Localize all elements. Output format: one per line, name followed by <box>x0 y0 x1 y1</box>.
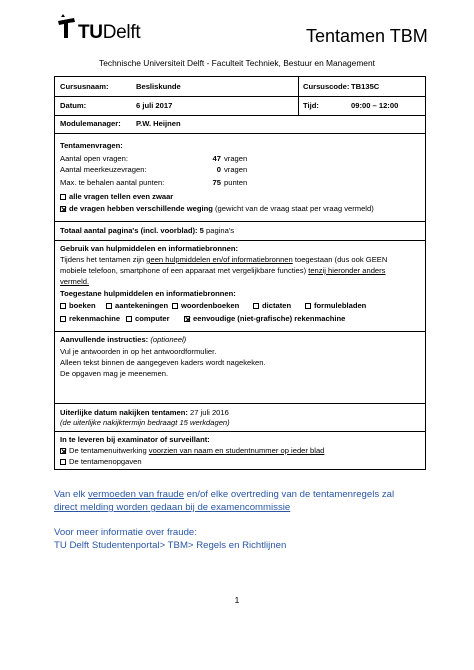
aid-option-books[interactable]: boeken <box>60 301 96 311</box>
instructions-heading: Aanvullende instructies: (optioneel) <box>60 335 187 344</box>
allowed-aids-heading: Toegestane hulpmiddelen en informatiebronnen: <box>60 289 236 298</box>
checkbox-unchecked-icon[interactable] <box>60 194 66 200</box>
fraud-notice-line1: Van elk vermoeden van fraude en/of elke overtreding van de tentamenregels zal <box>54 489 395 500</box>
equal-weight-option[interactable]: alle vragen tellen even zwaar <box>60 192 173 202</box>
page-number: 1 <box>234 595 240 605</box>
checkbox-checked-icon[interactable] <box>184 316 190 322</box>
time-value: 09:00 – 12:00 <box>351 101 399 110</box>
fraud-info-path: TU Delft Studentenportal> TBM> Regels en Richtlijnen <box>54 540 287 551</box>
checkbox-unchecked-icon[interactable] <box>106 303 112 309</box>
aid-option-readers[interactable]: dictaten <box>253 301 291 311</box>
submit-item-answers[interactable]: De tentamenuitwerking voorzien van naam en studentnummer op ieder blad <box>60 446 324 456</box>
submit-heading: In te leveren bij examinator of surveillant: <box>60 435 210 444</box>
mc-questions-value: 0 <box>216 165 221 174</box>
max-points-label: Max. te behalen aantal punten: <box>60 178 165 187</box>
aid-option-calculator[interactable]: rekenmachine <box>60 314 120 324</box>
max-points-unit: punten <box>224 178 248 187</box>
checkbox-unchecked-icon[interactable] <box>253 303 259 309</box>
mc-questions-unit: vragen <box>224 165 248 174</box>
date-value: 6 juli 2017 <box>136 101 173 110</box>
questions-heading: Tentamenvragen: <box>60 141 123 150</box>
checkbox-unchecked-icon[interactable] <box>172 303 178 309</box>
course-code-label: Cursuscode: <box>303 82 350 91</box>
checkbox-unchecked-icon[interactable] <box>305 303 311 309</box>
time-label: Tijd: <box>303 101 319 110</box>
faculty-subtitle: Technische Universiteit Delft - Faculteit Techniek, Bestuur en Management <box>99 58 375 68</box>
checkbox-unchecked-icon[interactable] <box>60 303 66 309</box>
page-title: Tentamen TBM <box>306 26 428 46</box>
checkbox-checked-icon[interactable] <box>60 448 66 454</box>
submit-item-questions[interactable]: De tentamenopgaven <box>60 457 142 467</box>
aids-text-line1: Tijdens het tentamen zijn geen hulpmiddelen en/of informatiebronnen toegestaan (dus ook GEEN <box>60 255 388 264</box>
instruction-line: Alleen tekst binnen de aangegeven kaders wordt nagekeken. <box>60 358 266 367</box>
open-questions-value: 47 <box>212 154 221 163</box>
instruction-line: De opgaven mag je meenemen. <box>60 369 169 378</box>
different-weight-option[interactable]: de vragen hebben verschillende weging (gewicht van de vraag staat per vraag vermeld) <box>60 204 374 214</box>
max-points-value: 75 <box>212 178 221 187</box>
checkbox-checked-icon[interactable] <box>60 206 66 212</box>
aids-text-line2: mobiele telefoon, smartphone of een apparaat met vergelijkbare functies) tenzij hieronder anders <box>60 266 386 275</box>
open-questions-label: Aantal open vragen: <box>60 154 128 163</box>
open-questions-unit: vragen <box>224 154 248 163</box>
aids-text-line3: vermeld. <box>60 277 90 286</box>
logo-wordmark: TUDelft <box>78 22 141 43</box>
total-pages: Totaal aantal pagina's (incl. voorblad): 5 pagina's <box>60 226 235 235</box>
course-name-value: Besliskunde <box>136 82 181 91</box>
aid-option-computer[interactable]: computer <box>126 314 170 324</box>
checkbox-unchecked-icon[interactable] <box>126 316 132 322</box>
mc-questions-label: Aantal meerkeuzevragen: <box>60 165 147 174</box>
fraud-info-heading: Voor meer informatie over fraude: <box>54 527 197 538</box>
aid-option-notes[interactable]: aantekeningen <box>106 301 168 311</box>
aids-heading: Gebruik van hulpmiddelen en informatiebronnen: <box>60 244 239 253</box>
course-code-value: TB135C <box>351 82 380 91</box>
grading-deadline: Uiterlijke datum nakijken tentamen: 27 juli 2016 <box>60 408 229 417</box>
exam-cover-form <box>54 76 426 470</box>
aid-option-formulas[interactable]: formulebladen <box>305 301 366 311</box>
aid-option-simple-calculator[interactable]: eenvoudige (niet-grafische) rekenmachine <box>184 314 345 324</box>
checkbox-unchecked-icon[interactable] <box>60 459 66 465</box>
checkbox-unchecked-icon[interactable] <box>60 316 66 322</box>
aid-option-dictionaries[interactable]: woordenboeken <box>172 301 239 311</box>
fraud-notice-line2: direct melding worden gedaan bij de examencommissie <box>54 502 291 513</box>
grading-deadline-note: (de uiterlijke nakijktermijn bedraagt 15 werkdagen) <box>60 418 230 427</box>
instruction-line: Vul je antwoorden in op het antwoordformulier. <box>60 347 217 356</box>
manager-label: Modulemanager: <box>60 119 121 128</box>
course-name-label: Cursusnaam: <box>60 82 109 91</box>
date-label: Datum: <box>60 101 87 110</box>
manager-value: P.W. Heijnen <box>136 119 181 128</box>
